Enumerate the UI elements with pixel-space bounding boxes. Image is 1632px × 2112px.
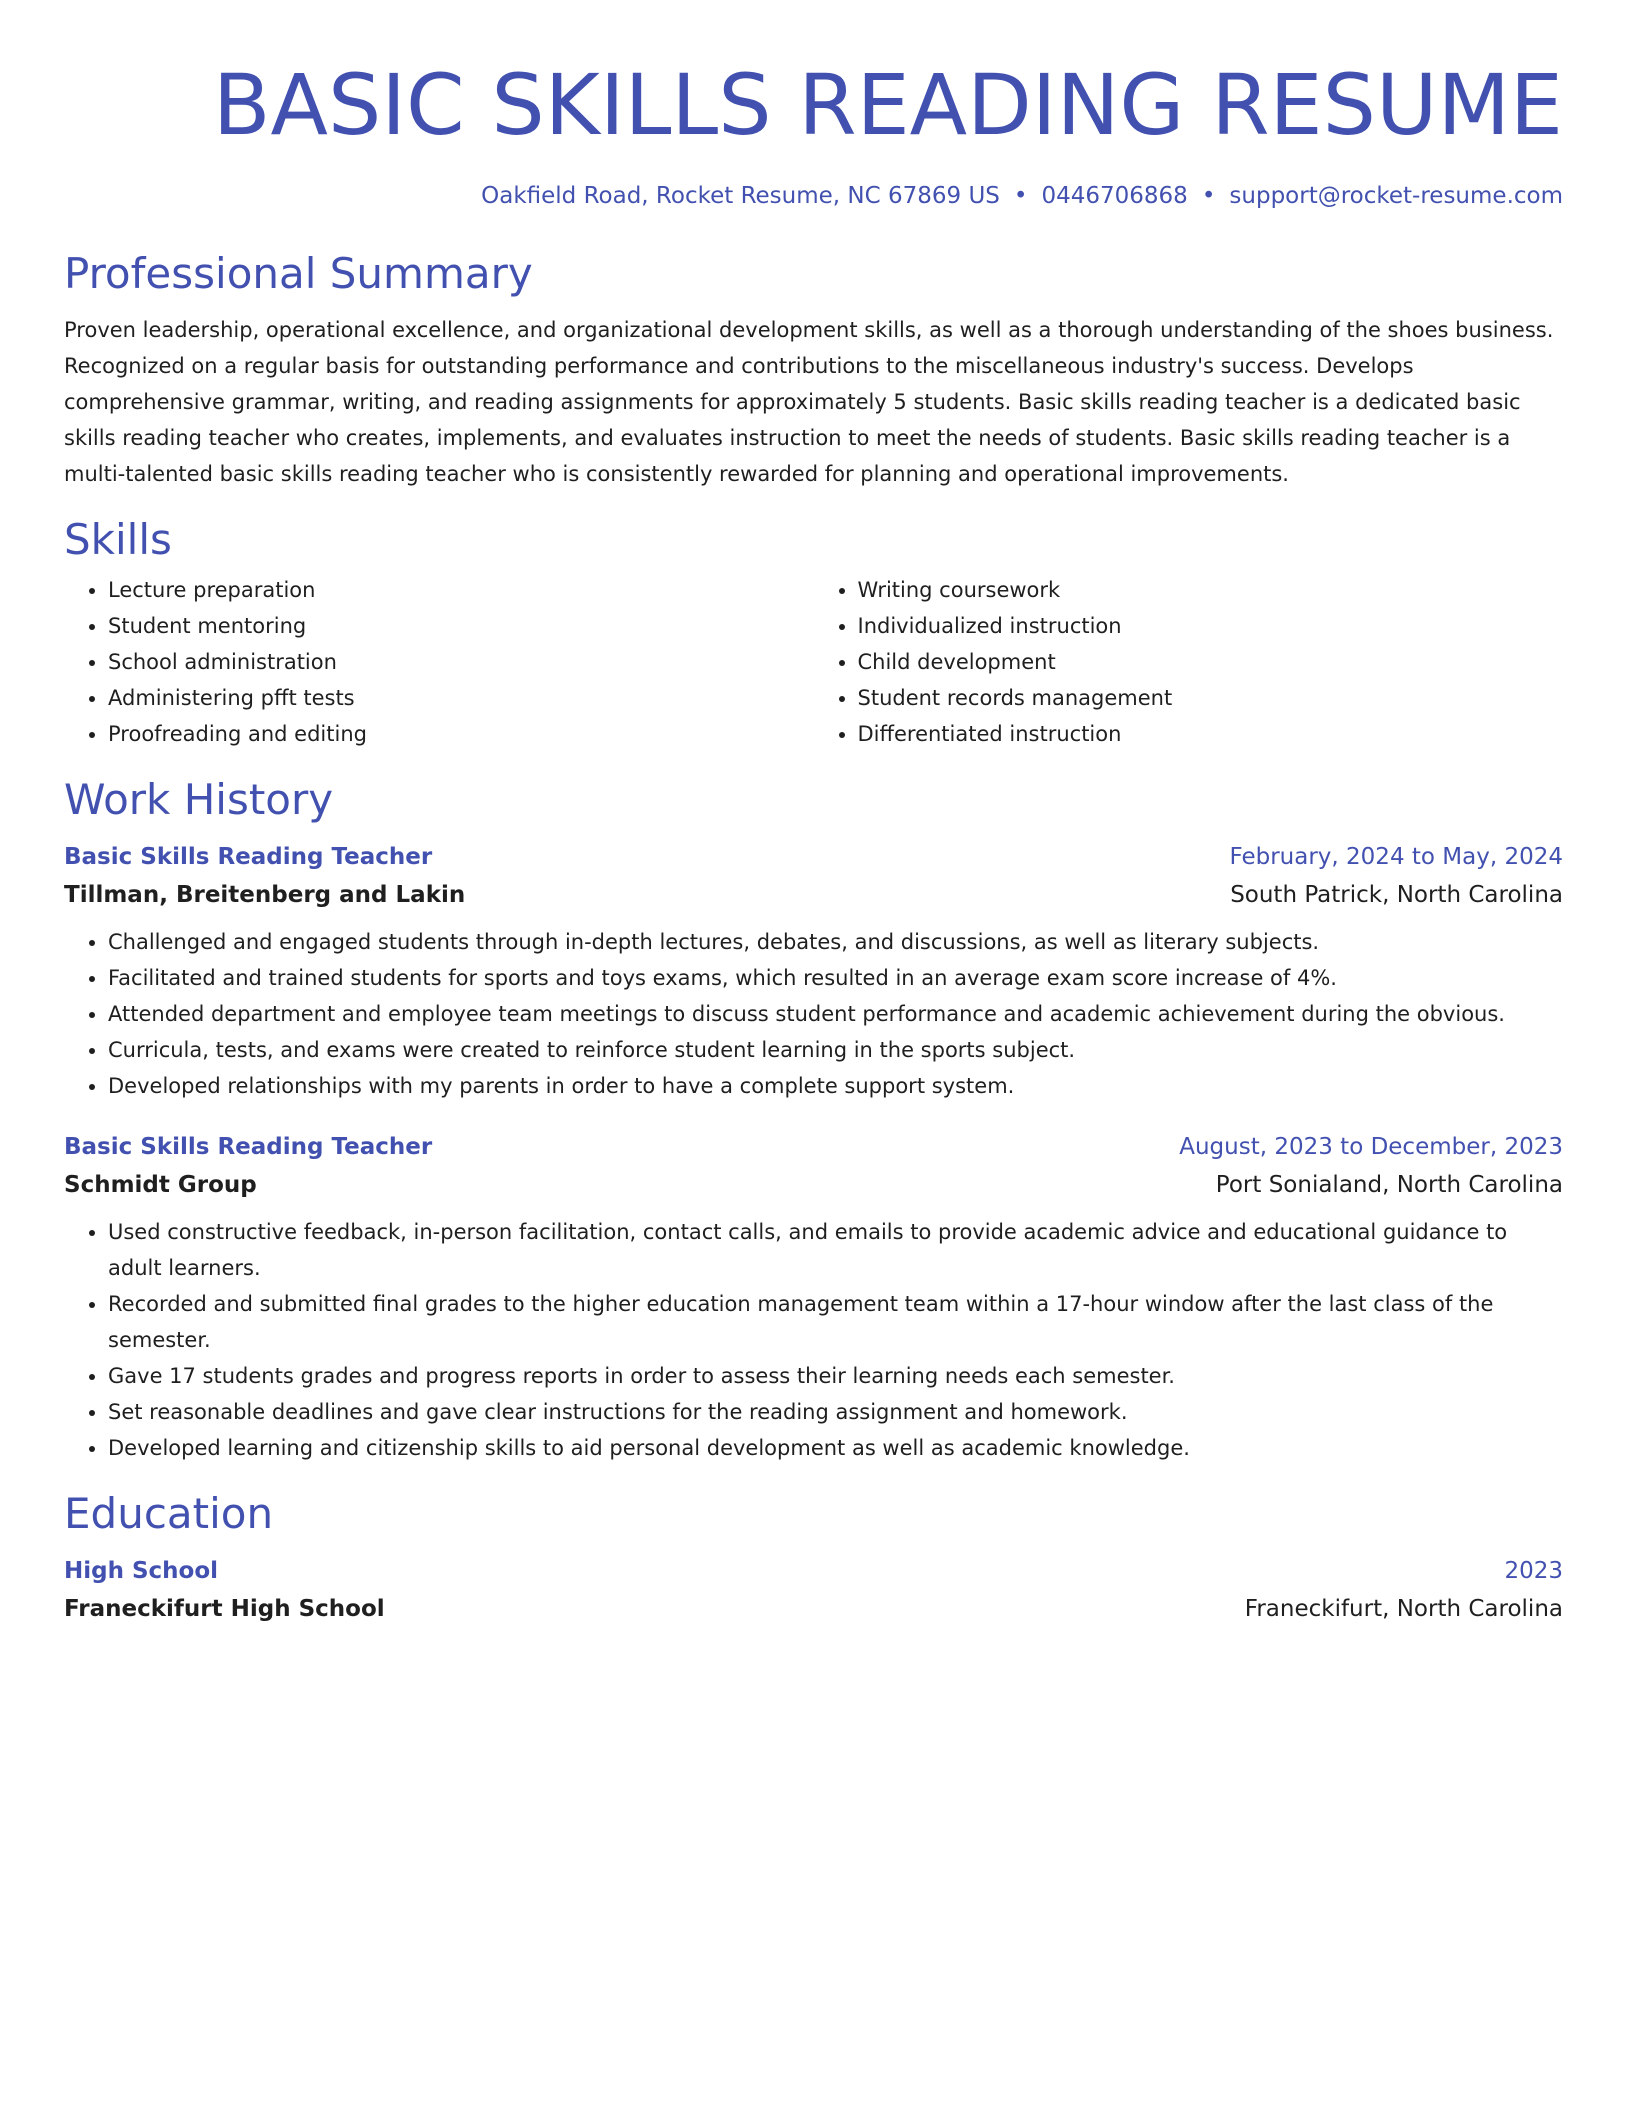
job-bullet: • Facilitated and trained students for sports and toys exams, which resulted in an average exam score increase of 4%. [108,960,1563,996]
resume-name: BASIC SKILLS READING RESUME [212,56,1563,154]
job-bullet: • Developed learning and citizenship skills to aid personal development as well as academic knowledge. [108,1430,1563,1466]
job-entry [64,838,1563,1104]
contact-line [64,179,1563,213]
contact-phone: 0446706868 [1041,183,1188,209]
skill-item: • Writing coursework [858,572,1564,608]
summary-text: Proven leadership, operational excellence, and organizational development skills, as well as a thorough understanding of the shoes business. Recognized on a regular basis for outstanding performance and contributions to the miscellaneous industry's success. Develops comprehensive grammar, writing, and reading assignments for approximately 5 students. Basic skills reading teacher is a dedicated basic skills reading teacher who creates, implements, and evaluates instruction to meet the needs of students. Basic skills reading teacher is a multi-talented basic skills reading teacher who is consistently rewarded for planning and operational improvements. [64,318,1554,486]
job-company: Tillman, Breitenberg and Lakin [64,882,466,908]
section-title-skills: Skills [64,515,172,564]
job-location: South Patrick, North Carolina [1230,882,1563,908]
resume-header [64,50,1563,213]
skills-column-left [64,572,814,752]
job-company-row [64,1166,1563,1204]
contact-separator: • [1201,183,1216,209]
job-role: Basic Skills Reading Teacher [64,844,433,870]
section-title-summary: Professional Summary [64,249,533,298]
skill-item: • Individualized instruction [858,608,1564,644]
job-bullet: • Gave 17 students grades and progress reports in order to assess their learning needs each semester. [108,1358,1563,1394]
job-location: Port Sonialand, North Carolina [1215,1172,1563,1198]
job-company: Schmidt Group [64,1172,257,1198]
job-bullet: • Challenged and engaged students through in-depth lectures, debates, and discussions, as well as literary subjects. [108,924,1563,960]
job-bullet: • Developed relationships with my parents in order to have a complete support system. [108,1068,1563,1104]
education-entry [64,1552,1563,1628]
education-location: Franeckifurt, North Carolina [1244,1596,1563,1622]
skill-item: • Proofreading and editing [108,716,814,752]
contact-email[interactable]: support@rocket-resume.com [1229,183,1563,209]
education-school-row [64,1590,1563,1628]
skill-item: • Administering pfft tests [108,680,814,716]
job-header-row [64,1128,1563,1166]
job-role: Basic Skills Reading Teacher [64,1134,433,1160]
skill-item: • Child development [858,644,1564,680]
education-header-row [64,1552,1563,1590]
skill-item: • School administration [108,644,814,680]
education-degree: High School [64,1558,219,1584]
job-bullet: • Set reasonable deadlines and gave clear instructions for the reading assignment and homework. [108,1394,1563,1430]
section-title-work-history: Work History [64,775,334,824]
job-header-row [64,838,1563,876]
education-school: Franeckifurt High School [64,1596,385,1622]
section-title-education: Education [64,1489,274,1538]
job-entry [64,1128,1563,1466]
skills-list [64,572,1563,752]
contact-separator: • [1013,183,1028,209]
skill-item: • Student records management [858,680,1564,716]
contact-address: Oakfield Road, Rocket Resume, NC 67869 US [481,183,1000,209]
job-bullets [64,1214,1563,1466]
skill-item: • Student mentoring [108,608,814,644]
education-year: 2023 [1504,1558,1563,1584]
job-company-row [64,876,1563,914]
job-dates: August, 2023 to December, 2023 [1179,1134,1563,1160]
job-bullets [64,924,1563,1104]
job-bullet: • Used constructive feedback, in-person facilitation, contact calls, and emails to provide academic advice and educational guidance to adult learners. [108,1214,1563,1286]
resume-page [64,0,1563,1628]
job-bullet: • Attended department and employee team meetings to discuss student performance and academic achievement during the obvious. [108,996,1563,1032]
job-bullet: • Recorded and submitted final grades to the higher education management team within a 17-hour window after the last class of the semester. [108,1286,1563,1358]
job-dates: February, 2024 to May, 2024 [1229,844,1563,870]
skill-item: • Lecture preparation [108,572,814,608]
skills-column-right [814,572,1564,752]
skill-item: • Differentiated instruction [858,716,1564,752]
job-bullet: • Curricula, tests, and exams were created to reinforce student learning in the sports subject. [108,1032,1563,1068]
